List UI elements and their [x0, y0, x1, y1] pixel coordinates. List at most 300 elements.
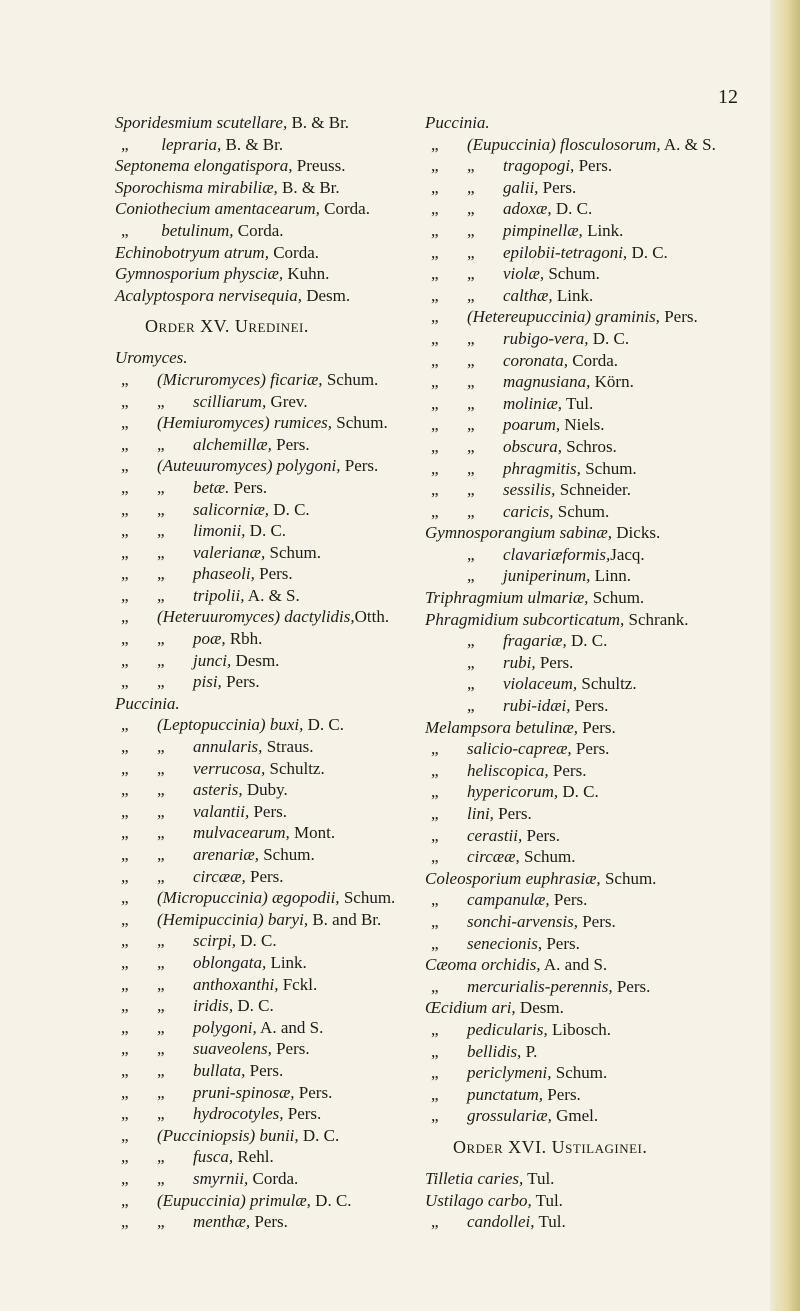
- taxon-subentry: [425, 263, 770, 285]
- taxon-subentry: [425, 976, 770, 998]
- taxon-subentry: [115, 412, 415, 434]
- ditto-mark: „: [431, 1212, 439, 1232]
- species-epithet: elongatispora,: [189, 156, 293, 176]
- species-epithet: polygoni,: [193, 1017, 257, 1037]
- genus-name: Coniothecium: [115, 199, 211, 219]
- species-epithet: (Hetereupuccinia) graminis,: [467, 307, 660, 327]
- order-heading: Order XV. Uredinei.: [145, 316, 309, 337]
- species-epithet: juniperinum,: [503, 566, 591, 586]
- species-epithet: clavariæformis,: [503, 544, 611, 564]
- author-citation: Libosch.: [547, 1019, 612, 1039]
- ditto-mark: „: [121, 931, 129, 951]
- ditto-mark: „: [121, 996, 129, 1016]
- author-citation: Corda.: [568, 350, 619, 370]
- species-epithet: (Leptopuccinia) buxi,: [157, 715, 304, 735]
- ditto-mark: „: [121, 845, 129, 864]
- author-citation: Schros.: [562, 436, 617, 456]
- species-epithet: caries,: [473, 1168, 524, 1188]
- author-citation: Schultz.: [265, 758, 325, 778]
- ditto-mark: „: [157, 1060, 165, 1080]
- ditto-mark: „: [121, 413, 129, 433]
- author-citation: Pers.: [245, 1060, 284, 1080]
- taxon-entry: [425, 1190, 770, 1212]
- species-epithet: heliscopica,: [467, 760, 549, 780]
- genus-name: Cæoma: [425, 955, 477, 975]
- taxon-subentry: [425, 1084, 770, 1106]
- author-citation: D. C.: [627, 242, 668, 262]
- ditto-mark: „: [467, 285, 475, 305]
- species-epithet: pisi,: [193, 672, 222, 692]
- taxon-entry: [425, 997, 770, 1019]
- species-epithet: circææ,: [467, 847, 520, 867]
- taxon-entry: [425, 587, 770, 609]
- taxon-subentry: [425, 177, 770, 199]
- taxon-subentry: [115, 952, 415, 974]
- species-epithet: amentacearum,: [210, 199, 320, 219]
- species-epithet: (Auteuuromyces) polygoni,: [157, 456, 341, 476]
- taxon-subentry: [425, 371, 770, 393]
- ditto-mark: „: [467, 264, 475, 284]
- taxon-subentry: [425, 803, 770, 825]
- author-citation: A. & S.: [244, 585, 300, 605]
- ditto-mark: „: [121, 369, 129, 389]
- ditto-mark: „: [431, 307, 439, 327]
- ditto-mark: „: [431, 199, 439, 219]
- ditto-mark: „: [431, 976, 439, 996]
- ditto-mark: „: [431, 220, 439, 240]
- species-epithet: junci,: [193, 650, 232, 670]
- ditto-mark: „: [121, 1082, 129, 1102]
- author-citation: Pers.: [271, 434, 310, 454]
- taxon-subentry: [425, 458, 770, 480]
- ditto-mark: „: [121, 564, 129, 584]
- taxon-entry: [425, 868, 770, 890]
- species-epithet: poæ,: [193, 629, 226, 649]
- taxon-subentry: [115, 520, 415, 542]
- species-epithet: periclymeni,: [467, 1063, 552, 1083]
- genus-name: Gymnosporium: [115, 264, 220, 284]
- taxon-entry: [115, 347, 415, 369]
- author-citation: Schum.: [600, 868, 657, 888]
- species-epithet: bellidis,: [467, 1041, 522, 1061]
- author-citation: Corda.: [248, 1168, 299, 1188]
- taxon-subentry: [115, 714, 415, 736]
- author-citation: D. C.: [566, 631, 608, 651]
- author-citation: Tul.: [562, 393, 594, 413]
- species-epithet: phaseoli,: [193, 564, 255, 584]
- ditto-mark: „: [157, 1039, 165, 1059]
- species-epithet: moliniæ,: [503, 393, 563, 413]
- author-citation: Pers.: [271, 1039, 310, 1059]
- ditto-mark: „: [157, 758, 165, 778]
- taxon-subentry: [425, 350, 770, 372]
- ditto-mark: „: [157, 542, 165, 562]
- author-citation: Schum.: [551, 1063, 608, 1083]
- taxon-subentry: [115, 563, 415, 585]
- species-epithet: lepraria,: [157, 134, 222, 154]
- taxon-subentry: [115, 477, 415, 499]
- ditto-mark: „: [157, 780, 165, 800]
- author-citation: Schultz.: [577, 674, 637, 694]
- genus-name: Sporidesmium: [115, 113, 213, 132]
- species-epithet: valerianæ,: [193, 542, 266, 562]
- species-epithet: betulinum,: [157, 220, 234, 240]
- taxon-entry: [425, 717, 770, 739]
- taxon-subentry: [115, 585, 415, 607]
- author-citation: Corda.: [268, 242, 319, 262]
- author-citation: Schum.: [588, 588, 645, 608]
- species-epithet: rubigo-vera,: [503, 328, 589, 348]
- taxon-subentry: [115, 606, 415, 628]
- author-citation: Fckl.: [278, 974, 318, 994]
- ditto-mark: „: [431, 911, 439, 931]
- author-citation: D. C.: [303, 715, 344, 735]
- ditto-mark: „: [121, 1212, 129, 1232]
- ditto-mark: „: [467, 652, 475, 672]
- species-epithet: pedicularis,: [467, 1019, 548, 1039]
- author-citation: Desm.: [231, 650, 280, 670]
- ditto-mark: „: [431, 782, 439, 802]
- taxon-subentry: [115, 1017, 415, 1039]
- species-epithet: atrum,: [219, 242, 269, 262]
- species-epithet: tragopogi,: [503, 156, 575, 176]
- species-epithet: mercurialis-perennis,: [467, 976, 613, 996]
- author-citation: D. C.: [310, 1190, 352, 1210]
- author-citation: D. C.: [233, 996, 274, 1016]
- taxon-entry: [425, 609, 770, 631]
- ditto-mark: „: [121, 780, 129, 800]
- species-epithet: senecionis,: [467, 933, 543, 953]
- taxon-entry: [425, 522, 770, 544]
- taxon-subentry: [425, 414, 770, 436]
- ditto-mark: „: [157, 1017, 165, 1037]
- taxon-subentry: [115, 455, 415, 477]
- ditto-mark: „: [431, 458, 439, 478]
- species-epithet: subcorticatum,: [518, 609, 625, 629]
- taxon-subentry: [115, 542, 415, 564]
- ditto-mark: „: [121, 1147, 129, 1167]
- author-citation: Corda.: [233, 220, 284, 240]
- ditto-mark: „: [157, 477, 165, 497]
- species-epithet: hydrocotyles,: [193, 1104, 284, 1124]
- species-epithet: hypericorum,: [467, 782, 559, 802]
- author-citation: Schum.: [339, 888, 396, 908]
- genus-name: Œcidium: [425, 998, 488, 1018]
- ditto-mark: „: [431, 480, 439, 500]
- author-citation: B. and Br.: [308, 909, 382, 929]
- author-citation: Preuss.: [292, 156, 346, 176]
- species-epithet: (Eupuccinia) primulæ,: [157, 1190, 311, 1210]
- species-epithet: betulinæ,: [510, 717, 579, 737]
- ditto-mark: „: [431, 933, 439, 953]
- taxon-subentry: [425, 134, 770, 156]
- ditto-mark: „: [157, 521, 165, 541]
- author-citation: Link.: [582, 220, 624, 240]
- ditto-mark: „: [157, 650, 165, 670]
- ditto-mark: „: [157, 585, 165, 605]
- species-epithet: sonchi-arvensis,: [467, 911, 578, 931]
- species-epithet: violaceum,: [503, 674, 578, 694]
- ditto-mark: „: [121, 672, 129, 692]
- ditto-mark: „: [157, 737, 165, 757]
- genus-name: Echinobotryum: [115, 242, 220, 262]
- taxon-subentry: [115, 671, 415, 693]
- ditto-mark: „: [121, 1017, 129, 1037]
- author-citation: Pers.: [249, 801, 287, 821]
- ditto-mark: „: [431, 177, 439, 197]
- ditto-mark: „: [121, 456, 129, 476]
- ditto-mark: „: [467, 350, 475, 370]
- ditto-mark: „: [431, 350, 439, 370]
- ditto-mark: „: [157, 564, 165, 584]
- species-epithet: scilliarum,: [193, 391, 267, 411]
- ditto-mark: „: [121, 758, 129, 778]
- ditto-mark: „: [121, 866, 129, 886]
- author-citation: Pers.: [570, 696, 609, 716]
- author-citation: Pers.: [535, 652, 574, 672]
- author-citation: Tul.: [523, 1168, 555, 1188]
- author-citation: Pers.: [229, 477, 268, 497]
- ditto-mark: „: [467, 328, 475, 348]
- species-epithet: orchidis,: [476, 955, 541, 975]
- ditto-mark: „: [467, 566, 475, 586]
- taxon-subentry: [425, 911, 770, 933]
- taxon-subentry: [115, 1082, 415, 1104]
- taxon-subentry: [115, 758, 415, 780]
- ditto-mark: „: [121, 650, 129, 670]
- genus-name: Gymnosporangium: [425, 523, 556, 543]
- species-epithet: scutellare,: [212, 113, 288, 132]
- ditto-mark: „: [121, 888, 129, 908]
- author-citation: Pers.: [542, 933, 580, 953]
- species-epithet: scirpi,: [193, 931, 236, 951]
- taxon-subentry: [115, 1190, 415, 1212]
- species-epithet: valantii,: [193, 801, 250, 821]
- ditto-mark: „: [121, 801, 129, 821]
- author-citation: Straus.: [262, 737, 314, 757]
- taxon-subentry: [115, 391, 415, 413]
- species-epithet: alchemillæ,: [193, 434, 272, 454]
- genus-name: Puccinia.: [425, 113, 490, 132]
- taxon-subentry: [425, 198, 770, 220]
- author-citation: Pers.: [543, 1084, 581, 1104]
- genus-name: Melampsora: [425, 717, 511, 737]
- author-citation: Gmel.: [551, 1106, 599, 1126]
- taxon-subentry: [115, 1125, 415, 1147]
- species-epithet: verrucosa,: [193, 758, 266, 778]
- species-epithet: coronata,: [503, 350, 569, 370]
- ditto-mark: „: [467, 436, 475, 456]
- species-epithet: epilobii-tetragoni,: [503, 242, 628, 262]
- author-citation: Desm.: [515, 998, 564, 1018]
- ditto-mark: „: [467, 242, 475, 262]
- ditto-mark: „: [431, 501, 439, 521]
- ditto-mark: „: [157, 1104, 165, 1124]
- taxon-entry: [425, 954, 770, 976]
- ditto-mark: „: [157, 845, 165, 864]
- author-citation: D. C.: [245, 521, 287, 541]
- taxon-subentry: [115, 801, 415, 823]
- species-epithet: phragmitis,: [503, 458, 581, 478]
- ditto-mark: „: [121, 909, 129, 929]
- author-citation: Rbh.: [225, 629, 263, 649]
- taxon-entry: [115, 155, 415, 177]
- species-epithet: poarum,: [503, 415, 561, 435]
- species-epithet: sessilis,: [503, 480, 556, 500]
- ditto-mark: „: [157, 866, 165, 886]
- species-epithet: iridis,: [193, 996, 234, 1016]
- taxon-subentry: [425, 673, 770, 695]
- author-citation: Duby.: [242, 780, 288, 800]
- author-citation: Pers.: [250, 1212, 288, 1232]
- author-citation: Kuhn.: [283, 264, 330, 284]
- author-citation: D. C.: [551, 199, 593, 219]
- genus-name: Ustilago: [425, 1190, 484, 1210]
- author-citation: D. C.: [269, 499, 310, 519]
- page-number: 12: [718, 86, 738, 108]
- author-citation: Otth.: [354, 607, 390, 627]
- ditto-mark: „: [121, 737, 129, 757]
- right-column: [425, 112, 770, 1233]
- author-citation: Pers.: [548, 760, 587, 780]
- species-epithet: caricis,: [503, 501, 554, 521]
- ditto-mark: „: [121, 823, 129, 843]
- taxon-entry: [115, 177, 415, 199]
- taxon-subentry: [425, 565, 770, 587]
- ditto-mark: „: [121, 220, 129, 240]
- author-citation: Schum.: [580, 458, 637, 478]
- ditto-mark: „: [121, 477, 129, 497]
- genus-name: Acalyptospora: [115, 285, 215, 305]
- ditto-mark: „: [121, 134, 129, 154]
- species-epithet: lini,: [467, 804, 494, 823]
- taxon-subentry: [115, 499, 415, 521]
- species-epithet: sabinæ,: [555, 523, 613, 543]
- ditto-mark: „: [121, 1125, 129, 1145]
- ditto-mark: „: [431, 156, 439, 176]
- taxon-subentry: [115, 628, 415, 650]
- taxon-subentry: [115, 1168, 415, 1190]
- taxon-subentry: [115, 1060, 415, 1082]
- author-citation: Corda.: [319, 199, 370, 219]
- species-epithet: magnusiana,: [503, 372, 591, 392]
- ditto-mark: „: [467, 544, 475, 564]
- taxon-subentry: [425, 889, 770, 911]
- page-edge: [770, 0, 800, 1311]
- taxon-subentry: [425, 652, 770, 674]
- ditto-mark: „: [467, 220, 475, 240]
- taxon-subentry: [115, 779, 415, 801]
- taxon-subentry: [425, 760, 770, 782]
- taxon-subentry: [425, 479, 770, 501]
- ditto-mark: „: [121, 1104, 129, 1124]
- taxon-entry: [115, 112, 415, 134]
- ditto-mark: „: [467, 480, 475, 500]
- ditto-mark: „: [431, 1084, 439, 1104]
- author-citation: Pers.: [574, 156, 613, 176]
- taxon-subentry: [115, 822, 415, 844]
- ditto-mark: „: [121, 607, 129, 627]
- order-heading: Order XVI. Ustilaginei.: [453, 1136, 648, 1157]
- ditto-mark: „: [467, 696, 475, 716]
- species-epithet: mirabiliæ,: [203, 177, 278, 197]
- genus-name: Sporochisma: [115, 177, 204, 197]
- species-epithet: physciæ,: [219, 264, 284, 284]
- ditto-mark: „: [157, 391, 165, 411]
- species-epithet: smyrnii,: [193, 1168, 249, 1188]
- taxon-subentry: [115, 369, 415, 391]
- taxon-subentry: [115, 1211, 415, 1233]
- species-epithet: oblongata,: [193, 952, 267, 972]
- taxon-subentry: [115, 995, 415, 1017]
- species-epithet: suaveolens,: [193, 1039, 272, 1059]
- author-citation: Schum.: [322, 369, 379, 389]
- author-citation: Grev.: [266, 391, 308, 411]
- author-citation: Schum.: [553, 501, 610, 521]
- ditto-mark: „: [467, 372, 475, 392]
- author-citation: Pers.: [538, 177, 577, 197]
- taxon-subentry: [425, 155, 770, 177]
- taxon-entry: [115, 242, 415, 264]
- ditto-mark: „: [431, 285, 439, 305]
- taxon-entry: [115, 198, 415, 220]
- taxon-subentry: [115, 1103, 415, 1125]
- author-citation: Link.: [552, 285, 594, 305]
- species-epithet: rubi,: [503, 652, 536, 672]
- ditto-mark: „: [121, 391, 129, 411]
- ditto-mark: „: [157, 434, 165, 454]
- ditto-mark: „: [157, 952, 165, 972]
- species-epithet: cerastii,: [467, 825, 523, 845]
- taxon-subentry: [425, 544, 770, 566]
- taxon-entry: [115, 220, 415, 242]
- ditto-mark: „: [431, 436, 439, 456]
- ditto-mark: „: [121, 952, 129, 972]
- species-epithet: (Micropuccinia) ægopodii,: [157, 888, 340, 908]
- species-epithet: (Hemiuromyces) rumices,: [157, 413, 332, 433]
- taxon-subentry: [425, 285, 770, 307]
- species-epithet: menthæ,: [193, 1212, 251, 1232]
- author-citation: Pers.: [245, 866, 284, 886]
- taxon-subentry: [115, 909, 415, 931]
- species-epithet: adoxæ,: [503, 199, 552, 219]
- genus-name: Coleosporium: [425, 868, 522, 888]
- author-citation: Pers.: [493, 804, 532, 823]
- species-epithet: euphrasiæ,: [521, 868, 601, 888]
- taxon-subentry: [425, 825, 770, 847]
- ditto-mark: „: [121, 1039, 129, 1059]
- taxon-subentry: [425, 630, 770, 652]
- author-citation: Pers.: [221, 672, 260, 692]
- taxon-subentry: [425, 846, 770, 868]
- ditto-mark: „: [431, 890, 439, 910]
- taxon-subentry: [115, 930, 415, 952]
- author-citation: Pers.: [254, 564, 293, 584]
- species-epithet: obscura,: [503, 436, 563, 456]
- author-citation: Dicks.: [612, 523, 661, 543]
- taxon-entry: [425, 1168, 770, 1190]
- species-epithet: rubi-idæi,: [503, 696, 571, 716]
- author-citation: D. C.: [298, 1125, 340, 1145]
- author-citation: Schrank.: [624, 609, 689, 629]
- taxon-subentry: [115, 434, 415, 456]
- author-citation: Tul.: [531, 1190, 563, 1210]
- taxon-subentry: [115, 866, 415, 888]
- ditto-mark: „: [157, 1082, 165, 1102]
- taxon-subentry: [425, 781, 770, 803]
- author-citation: Pers.: [612, 976, 651, 996]
- taxon-subentry: [115, 650, 415, 672]
